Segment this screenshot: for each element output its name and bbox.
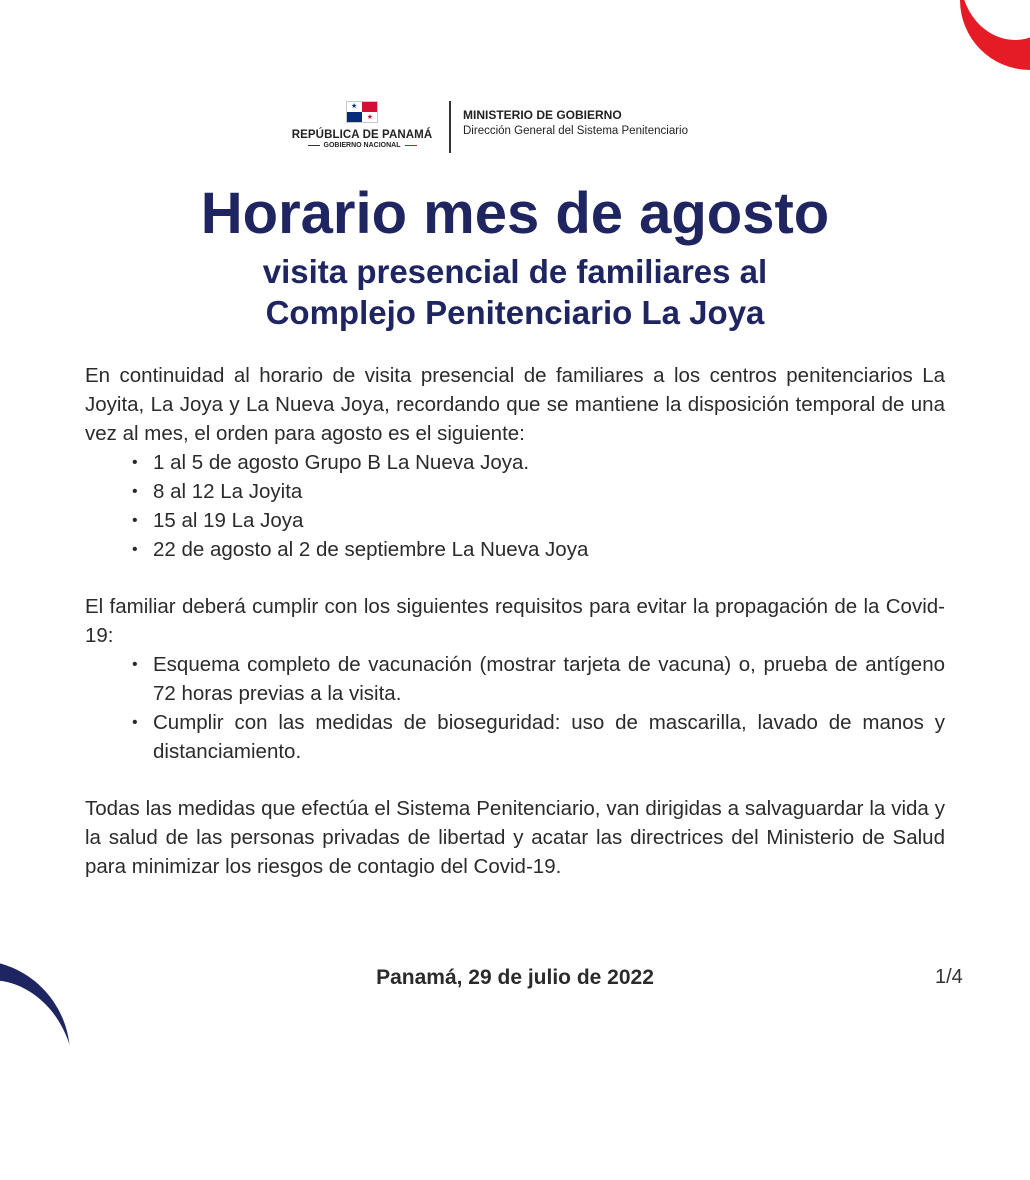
list-item: [132, 650, 945, 708]
bullet-icon: •: [132, 541, 138, 558]
closing-paragraph: Todas las medidas que efectúa el Sistema Penitenciario, van dirigidas a salvaguardar la vida y la salud de las personas privadas de libertad y acatar las directrices del Ministerio de Salud para minimizar los riesgos de contagio del Covid-19.: [85, 797, 945, 878]
schedule-list: [85, 448, 945, 564]
requirements-intro: El familiar deberá cumplir con los siguientes requisitos para evitar la propagación de la Covid-19:: [85, 595, 945, 647]
list-item: [132, 477, 945, 506]
page-number: 1/4: [935, 966, 963, 988]
list-item-text: 22 de agosto al 2 de septiembre La Nueva Joya: [153, 538, 589, 561]
government-name: REPÚBLICA DE PANAMÁ: [291, 129, 433, 141]
announcement-body: [85, 361, 945, 881]
government-logo: [287, 98, 437, 149]
panama-flag-icon: ★ ★: [346, 101, 378, 123]
ministry-name: MINISTERIO DE GOBIERNO: [463, 108, 622, 122]
bullet-icon: •: [132, 454, 138, 471]
header-divider: [449, 101, 451, 153]
list-item: [132, 708, 945, 766]
page-subtitle: [0, 251, 1030, 333]
list-item-text: 8 al 12 La Joyita: [153, 480, 303, 503]
subtitle-line: visita presencial de familiares al: [262, 253, 768, 290]
government-subtitle-text: GOBIERNO NACIONAL: [323, 142, 401, 149]
list-item-text: Esquema completo de vacunación (mostrar tarjeta de vacuna) o, prueba de antígeno 72 horas previas a la visita.: [153, 653, 945, 705]
requirements-list: [85, 650, 945, 766]
bullet-icon: •: [132, 656, 138, 673]
list-item: [132, 448, 945, 477]
intro-paragraph: En continuidad al horario de visita presencial de familiares a los centros penitenciarios La Joyita, La Joya y La Nueva Joya, recordando que se mantiene la disposición temporal de una vez al mes, el orden para agosto es el siguiente:: [85, 364, 945, 445]
header: [0, 98, 1030, 156]
ministry-block: [463, 108, 688, 137]
footer-date: Panamá, 29 de julio de 2022: [376, 966, 654, 989]
list-item: [132, 535, 945, 564]
corner-decoration-mask: [0, 980, 75, 1180]
page-title: Horario mes de agosto: [200, 181, 830, 246]
list-item: [132, 506, 945, 535]
list-item-text: Cumplir con las medidas de bioseguridad: uso de mascarilla, lavado de manos y distanciamiento.: [153, 711, 945, 763]
list-item-text: 1 al 5 de agosto Grupo B La Nueva Joya.: [153, 451, 530, 474]
ministry-subtitle: Dirección General del Sistema Penitenciario: [463, 125, 688, 137]
list-item-text: 15 al 19 La Joya: [153, 509, 304, 532]
bullet-icon: •: [132, 512, 138, 529]
subtitle-line: Complejo Penitenciario La Joya: [265, 294, 765, 331]
government-subtitle: [287, 142, 437, 149]
bullet-icon: •: [132, 483, 138, 500]
bullet-icon: •: [132, 714, 138, 731]
